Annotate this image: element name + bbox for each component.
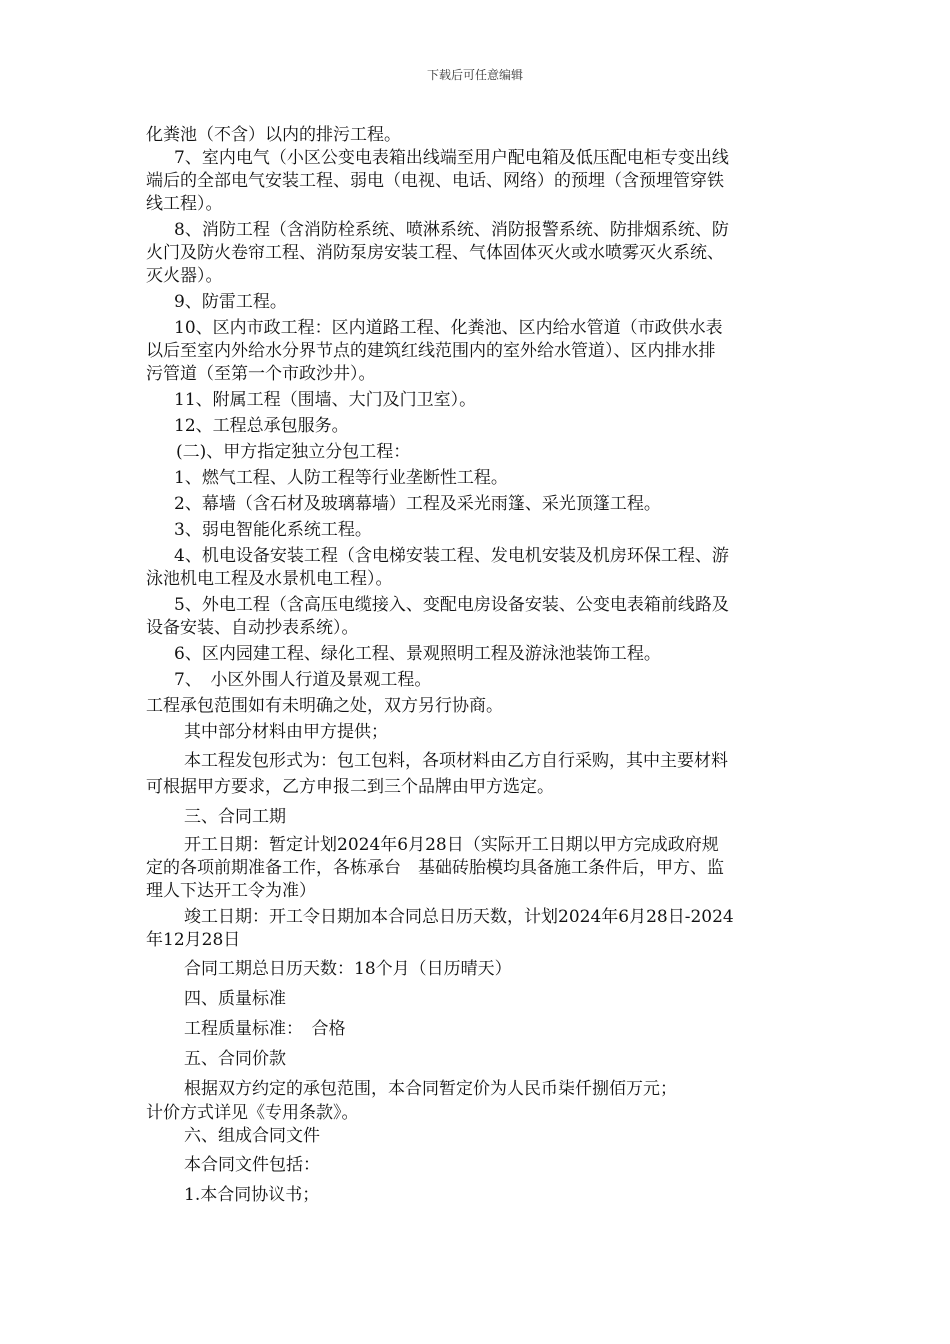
text-line: 竣工日期：开工令日期加本合同总日历天数，计划2024年6月28日-2024	[184, 907, 734, 927]
text-line: 端后的全部电气安装工程、弱电（电视、电话、网络）的预埋（含预埋管穿铁	[146, 171, 724, 191]
text-line: 6、区内园建工程、绿化工程、景观照明工程及游泳池装饰工程。	[174, 644, 661, 664]
text-line: 工程质量标准： 合格	[184, 1019, 346, 1039]
text-line: 污管道（至第一个市政沙井）。	[146, 364, 376, 384]
page-header: 下载后可任意编辑	[426, 68, 523, 82]
section-heading: 六、组成合同文件	[184, 1126, 320, 1146]
text-line: 合同工期总日历天数：18个月（日历晴天）	[184, 959, 512, 979]
text-line: 根据双方约定的承包范围，本合同暂定价为人民币柒仟捌佰万元；	[184, 1079, 677, 1099]
text-line: 5、外电工程（含高压电缆接入、变配电房设备安装、公变电表箱前线路及	[174, 595, 729, 615]
text-line: 1、燃气工程、人防工程等行业垄断性工程。	[174, 468, 508, 488]
text-line: 年12月28日	[146, 930, 241, 950]
text-line: 可根据甲方要求，乙方申报二到三个品牌由甲方选定。	[146, 777, 554, 797]
text-line: 7、 小区外围人行道及景观工程。	[174, 670, 432, 690]
section-heading: 三、合同工期	[184, 807, 286, 827]
text-line: 化粪池（不含）以内的排污工程。	[146, 125, 401, 145]
text-line: 线工程）。	[146, 194, 223, 214]
text-line: 理人下达开工令为准）	[146, 881, 316, 901]
text-line: 火门及防火卷帘工程、消防泵房安装工程、气体固体灭火或水喷雾灭火系统、	[146, 243, 724, 263]
text-line: 4、机电设备安装工程（含电梯安装工程、发电机安装及机房环保工程、游	[174, 546, 729, 566]
text-line: 3、弱电智能化系统工程。	[174, 520, 372, 540]
text-line: 灭火器）。	[146, 266, 223, 286]
document-body	[146, 124, 810, 1208]
text-line: 11、附属工程（围墙、大门及门卫室）。	[174, 390, 477, 410]
text-line: 工程承包范围如有未明确之处，双方另行协商。	[146, 696, 503, 716]
text-line: 定的各项前期准备工作，各栋承台 基础砖胎模均具备施工条件后，甲方、监	[146, 858, 724, 878]
text-line: 1.本合同协议书；	[184, 1185, 320, 1205]
text-line: 10、区内市政工程：区内道路工程、化粪池、区内给水管道（市政供水表	[174, 318, 723, 338]
text-line: 9、防雷工程。	[174, 292, 287, 312]
text-line: 开工日期：暂定计划2024年6月28日（实际开工日期以甲方完成政府规	[184, 835, 719, 855]
text-line: 2、幕墙（含石材及玻璃幕墙）工程及采光雨篷、采光顶篷工程。	[174, 494, 661, 514]
text-line: 其中部分材料由甲方提供；	[184, 722, 388, 742]
text-line: 泳池机电工程及水景机电工程）。	[146, 569, 393, 589]
text-line: 设备安装、自动抄表系统）。	[146, 618, 359, 638]
text-line: 以后至室内外给水分界节点的建筑红线范围内的室外给水管道）、区内排水排	[146, 341, 716, 361]
text-line: 12、工程总承包服务。	[174, 416, 349, 436]
text-line: 8、消防工程（含消防栓系统、喷淋系统、消防报警系统、防排烟系统、防	[174, 220, 729, 240]
section-heading: 四、质量标准	[184, 989, 286, 1009]
text-line: 本合同文件包括：	[184, 1155, 320, 1175]
section-heading: (二)、甲方指定独立分包工程：	[176, 442, 411, 462]
text-line: 7、室内电气（小区公变电表箱出线端至用户配电箱及低压配电柜专变出线	[174, 148, 729, 168]
text-line: 本工程发包形式为：包工包料，各项材料由乙方自行采购，其中主要材料	[184, 751, 728, 771]
text-line: 计价方式详见《专用条款》。	[146, 1103, 359, 1123]
section-heading: 五、合同价款	[184, 1049, 286, 1069]
